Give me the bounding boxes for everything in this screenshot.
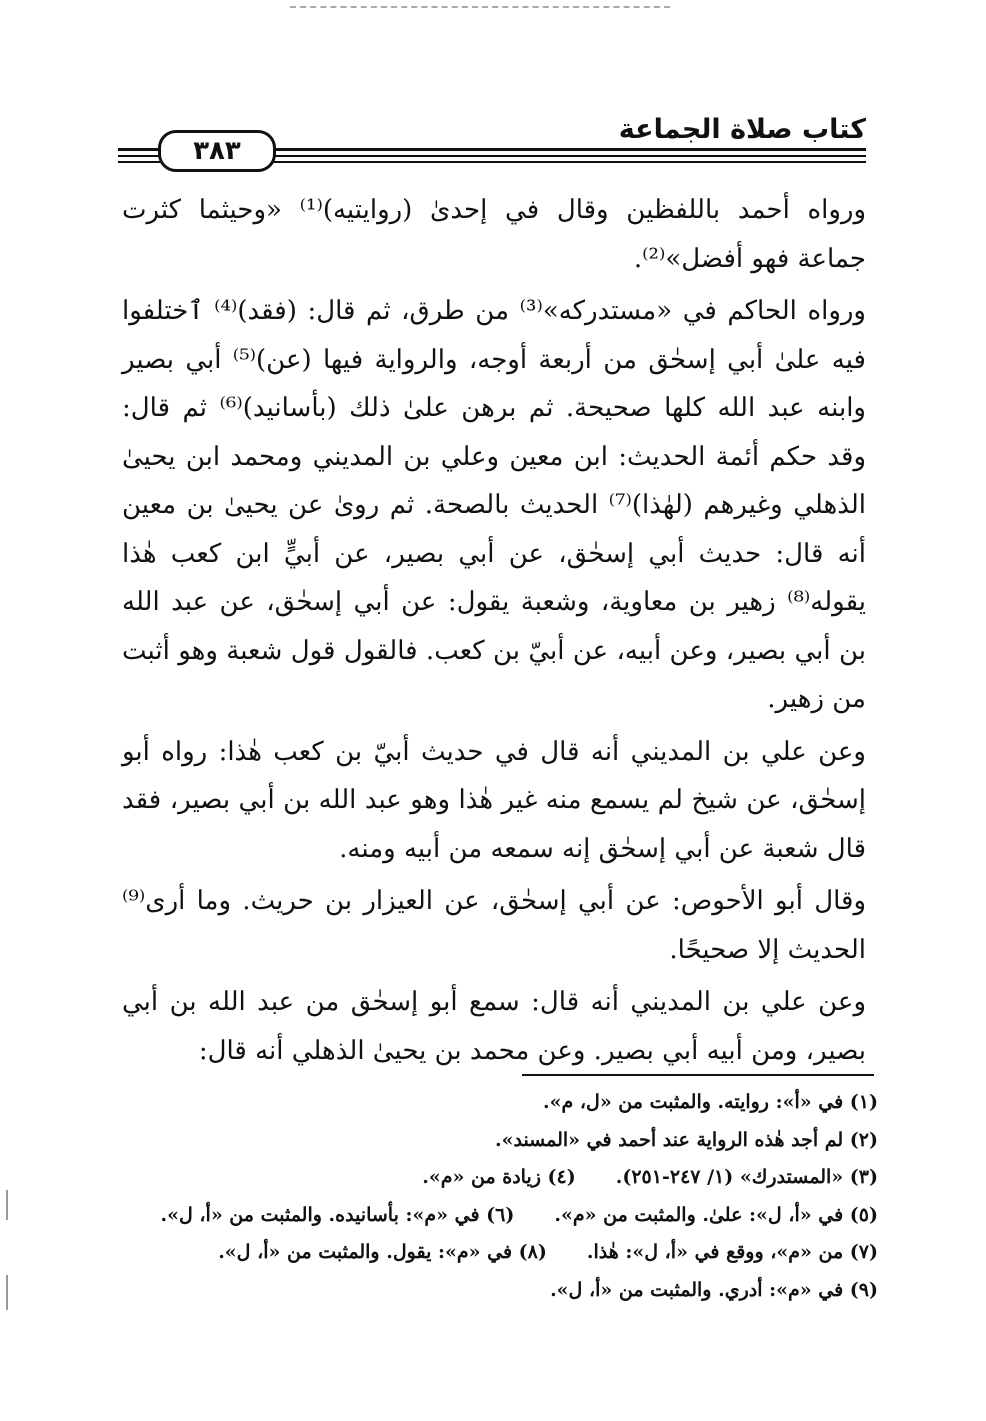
footnote-separator (522, 1074, 874, 1076)
footnote-row (118, 1197, 878, 1235)
footnote-row (118, 1234, 878, 1272)
paragraph: ورواه الحاكم في «مستدركه»⁽³⁾ من طرق، ثم قال: (فقد)⁽⁴⁾ ٱختلفوا فيه علىٰ أبي إسحٰق من أربعة أوجه، والرواية فيها (عن)⁽⁵⁾ أبي بصير وابنه عبد الله كلها صحيحة. ثم برهن علىٰ ذلك (بأسانيد)⁽⁶⁾ ثم قال: وقد حكم أئمة الحديث: ابن معين وعلي بن المديني ومحمد ابن يحيىٰ الذهلي وغيرهم (لهٰذا)⁽⁷⁾ الحديث بالصحة. ثم روىٰ عن يحيىٰ بن معين أنه قال: حديث أبي إسحٰق، عن أبي بصير، عن أبيٍّ ابن كعب هٰذا يقوله⁽⁸⁾ زهير بن معاوية، وشعبة يقول: عن أبي إسحٰق، عن عبد الله بن أبي بصير، وعن أبيه، عن أبيّ بن كعب. فالقول قول شعبة وهو أثبت من زهير. (122, 296, 866, 714)
main-text (122, 186, 866, 1075)
footnote: (٤) زيادة من «م». (422, 1166, 576, 1188)
footnotes (118, 1084, 878, 1309)
paragraph: وقال أبو الأحوص: عن أبي إسحٰق، عن العيزار بن حريث. وما أرى⁽⁹⁾ الحديث إلا صحيحًا. (122, 886, 866, 965)
footnote: (٩) في «م»: أدري. والمثبت من «أ، ل». (550, 1278, 878, 1301)
footnote: (١) في «أ»: روايته. والمثبت من «ل، م». (543, 1091, 878, 1113)
footnote: (٥) في «أ، ل»: علىٰ. والمثبت من «م». (554, 1203, 878, 1226)
footnote: (٧) من «م»، ووقع في «أ، ل»: هٰذا. (586, 1241, 878, 1263)
footnote: (٨) في «م»: يقول. والمثبت من «أ، ل». (218, 1241, 547, 1263)
footnote-row (118, 1084, 878, 1122)
book-title: كتاب صلاة الجماعة (618, 114, 866, 145)
paragraph: وعن علي بن المديني أنه قال: سمع أبو إسحٰق من عبد الله بن أبي بصير، ومن أبيه أبي بصير. وعن محمد بن يحيىٰ الذهلي أنه قال: (122, 987, 866, 1066)
paragraph: ورواه أحمد باللفظين وقال في إحدىٰ (روايتيه)⁽¹⁾ «وحيثما كثرت جماعة فهو أفضل»⁽²⁾. (122, 195, 867, 274)
scan-margin-mark (6, 1275, 8, 1310)
footnote-row (118, 1122, 878, 1160)
top-edge-dashes (290, 6, 670, 8)
page-header (118, 110, 866, 170)
footnote-row (118, 1272, 878, 1310)
footnote-row (118, 1159, 878, 1197)
footnote: (٢) لم أجد هٰذه الرواية عند أحمد في «المسند». (494, 1128, 878, 1151)
footnote: (٣) «المستدرك» (١/ ٢٤٧-٢٥١). (615, 1166, 878, 1188)
scan-margin-mark (6, 1190, 8, 1220)
paragraph: وعن علي بن المديني أنه قال في حديث أبيّ بن كعب هٰذا: رواه أبو إسحٰق، عن شيخ لم يسمع منه غير هٰذا وهو عبد الله بن أبي بصير، فقد قال شعبة عن أبي إسحٰق إنه سمعه من أبيه ومنه. (122, 736, 866, 864)
page-number: ٣٨٣ (158, 130, 276, 172)
footnote: (٦) في «م»: بأسانيده. والمثبت من «أ، ل». (160, 1203, 515, 1226)
